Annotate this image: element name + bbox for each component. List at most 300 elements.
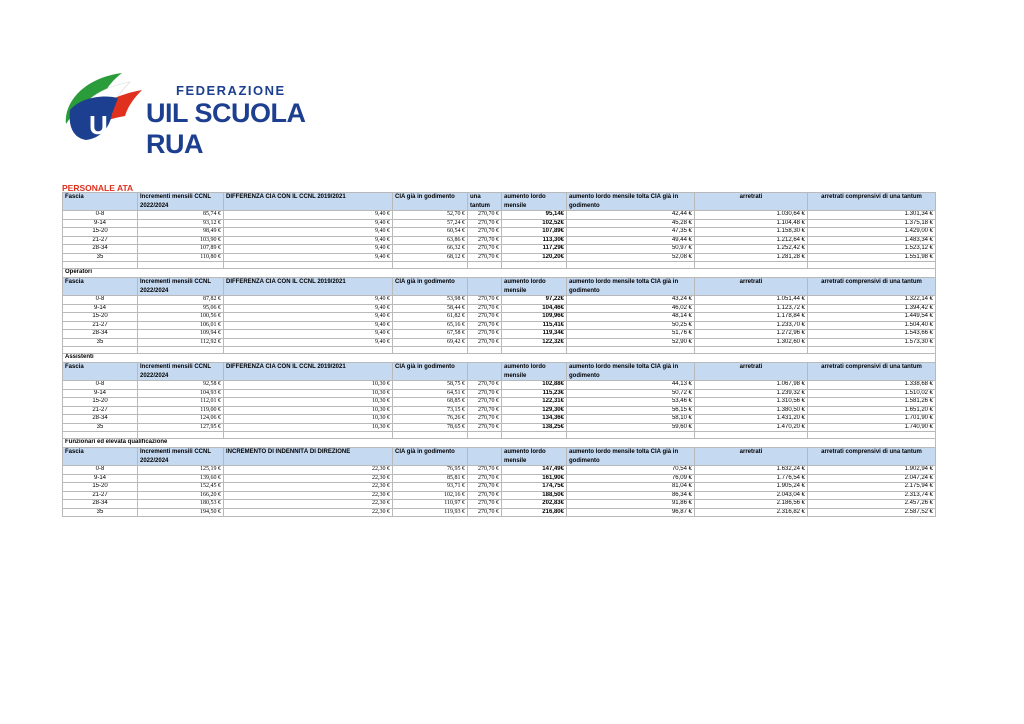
- aumento-cell: 122,31€: [502, 398, 567, 407]
- empty-cell: [224, 347, 393, 354]
- fascia-cell: 15-20: [63, 483, 138, 492]
- table-row: [63, 406, 936, 415]
- empty-cell: [567, 347, 695, 354]
- spacer-row: [63, 432, 936, 439]
- differenza-cell: 10,30 €: [224, 423, 393, 432]
- differenza-cell: 9,40 €: [224, 253, 393, 262]
- fascia-cell: 28-34: [63, 330, 138, 339]
- aumento-cell: 216,80€: [502, 508, 567, 517]
- empty-cell: [468, 262, 502, 269]
- header-arretrati-comprensivi: arretrati comprensivi di una tantum: [808, 363, 936, 381]
- arretrati-cell: 1.310,56 €: [695, 398, 808, 407]
- header-una-tantum: [468, 278, 502, 296]
- incremento-cell: 103,90 €: [138, 236, 224, 245]
- arretrati-comprensivi-cell: 1.483,34 €: [808, 236, 936, 245]
- table-row: [63, 500, 936, 509]
- fascia-cell: 28-34: [63, 415, 138, 424]
- aumento-tolta-cell: 96,87 €: [567, 508, 695, 517]
- arretrati-cell: 1.776,54 €: [695, 474, 808, 483]
- header-fascia: Fascia: [63, 278, 138, 296]
- una-tantum-cell: 270,70 €: [468, 245, 502, 254]
- differenza-cell: 10,30 €: [224, 406, 393, 415]
- arretrati-comprensivi-cell: 1.701,90 €: [808, 415, 936, 424]
- section-title-row: [63, 269, 936, 278]
- differenza-cell: 22,30 €: [224, 474, 393, 483]
- incremento-cell: 93,12 €: [138, 219, 224, 228]
- cia-cell: 61,82 €: [393, 313, 468, 322]
- empty-cell: [808, 347, 936, 354]
- fascia-cell: 21-27: [63, 491, 138, 500]
- una-tantum-cell: 270,70 €: [468, 381, 502, 390]
- arretrati-comprensivi-cell: 2.457,26 €: [808, 500, 936, 509]
- cia-cell: 102,16 €: [393, 491, 468, 500]
- aumento-tolta-cell: 49,44 €: [567, 236, 695, 245]
- uil-scuola-rua-logo: [62, 68, 322, 159]
- header-differenza: DIFFERENZA CIA CON IL CCNL 2019/2021: [224, 193, 393, 211]
- incremento-cell: 139,60 €: [138, 474, 224, 483]
- arretrati-cell: 1.067,98 €: [695, 381, 808, 390]
- cia-cell: 60,54 €: [393, 228, 468, 237]
- page-title: PERSONALE ATA: [62, 183, 134, 193]
- incremento-cell: 85,74 €: [138, 211, 224, 220]
- cia-cell: 73,15 €: [393, 406, 468, 415]
- arretrati-cell: 1.233,70 €: [695, 321, 808, 330]
- header-incrementi: Incrementi mensili CCNL 2022/2024: [138, 193, 224, 211]
- cia-cell: 53,98 €: [393, 296, 468, 305]
- aumento-tolta-cell: 52,08 €: [567, 253, 695, 262]
- cia-cell: 85,81 €: [393, 474, 468, 483]
- table-row: [63, 491, 936, 500]
- table-row: [63, 313, 936, 322]
- header-una-tantum: [468, 448, 502, 466]
- table-row: [63, 483, 936, 492]
- header-arretrati: arretrati: [695, 363, 808, 381]
- arretrati-comprensivi-cell: 1.301,34 €: [808, 211, 936, 220]
- arretrati-cell: 1.632,24 €: [695, 466, 808, 475]
- aumento-cell: 119,34€: [502, 330, 567, 339]
- cia-cell: 78,65 €: [393, 423, 468, 432]
- aumento-cell: 138,25€: [502, 423, 567, 432]
- differenza-cell: 10,30 €: [224, 415, 393, 424]
- table-row: [63, 330, 936, 339]
- arretrati-comprensivi-cell: 1.902,94 €: [808, 466, 936, 475]
- arretrati-comprensivi-cell: 1.394,42 €: [808, 304, 936, 313]
- arretrati-comprensivi-cell: 1.338,68 €: [808, 381, 936, 390]
- header-aumento-tolta: aumento lordo mensile tolta CIA già in godimento: [567, 363, 695, 381]
- incremento-cell: 194,50 €: [138, 508, 224, 517]
- arretrati-comprensivi-cell: 2.313,74 €: [808, 491, 936, 500]
- incremento-cell: 92,58 €: [138, 381, 224, 390]
- arretrati-comprensivi-cell: 1.573,30 €: [808, 338, 936, 347]
- empty-cell: [138, 262, 224, 269]
- table-header-row: [63, 363, 936, 381]
- table-header-row: [63, 278, 936, 296]
- cia-cell: 93,71 €: [393, 483, 468, 492]
- table-header-row: [63, 448, 936, 466]
- aumento-tolta-cell: 58,10 €: [567, 415, 695, 424]
- una-tantum-cell: 270,70 €: [468, 491, 502, 500]
- aumento-tolta-cell: 86,34 €: [567, 491, 695, 500]
- empty-cell: [695, 347, 808, 354]
- header-cia: CIA già in godimento: [393, 363, 468, 381]
- aumento-cell: 115,41€: [502, 321, 567, 330]
- differenza-cell: 9,40 €: [224, 228, 393, 237]
- header-cia: CIA già in godimento: [393, 448, 468, 466]
- header-cia: CIA già in godimento: [393, 193, 468, 211]
- aumento-tolta-cell: 52,90 €: [567, 338, 695, 347]
- aumento-tolta-cell: 53,46 €: [567, 398, 695, 407]
- table-row: [63, 321, 936, 330]
- aumento-cell: 174,75€: [502, 483, 567, 492]
- header-arretrati: arretrati: [695, 193, 808, 211]
- cia-cell: 76,95 €: [393, 466, 468, 475]
- differenza-cell: 9,40 €: [224, 236, 393, 245]
- una-tantum-cell: 270,70 €: [468, 466, 502, 475]
- aumento-tolta-cell: 91,86 €: [567, 500, 695, 509]
- arretrati-cell: 1.158,30 €: [695, 228, 808, 237]
- aumento-cell: 95,14€: [502, 211, 567, 220]
- arretrati-cell: 2.316,82 €: [695, 508, 808, 517]
- cia-cell: 66,32 €: [393, 245, 468, 254]
- header-arretrati-comprensivi: arretrati comprensivi di una tantum: [808, 193, 936, 211]
- differenza-cell: 22,30 €: [224, 508, 393, 517]
- fascia-cell: 15-20: [63, 228, 138, 237]
- differenza-cell: 9,40 €: [224, 321, 393, 330]
- differenza-cell: 9,40 €: [224, 338, 393, 347]
- header-fascia: Fascia: [63, 363, 138, 381]
- aumento-cell: 161,90€: [502, 474, 567, 483]
- fascia-cell: 28-34: [63, 500, 138, 509]
- fascia-cell: 28-34: [63, 245, 138, 254]
- header-differenza: DIFFERENZA CIA CON IL CCNL 2019/2021: [224, 278, 393, 296]
- incremento-cell: 109,94 €: [138, 330, 224, 339]
- header-incrementi: Incrementi mensili CCNL 2022/2024: [138, 363, 224, 381]
- aumento-tolta-cell: 59,60 €: [567, 423, 695, 432]
- table-row: [63, 423, 936, 432]
- incremento-cell: 112,01 €: [138, 398, 224, 407]
- aumento-cell: 129,30€: [502, 406, 567, 415]
- header-differenza: DIFFERENZA CIA CON IL CCNL 2019/2021: [224, 363, 393, 381]
- header-aumento: aumento lordo mensile: [502, 193, 567, 211]
- differenza-cell: 9,40 €: [224, 313, 393, 322]
- empty-cell: [567, 432, 695, 439]
- una-tantum-cell: 270,70 €: [468, 313, 502, 322]
- arretrati-comprensivi-cell: 2.047,24 €: [808, 474, 936, 483]
- table-row: [63, 245, 936, 254]
- header-arretrati-comprensivi: arretrati comprensivi di una tantum: [808, 278, 936, 296]
- empty-cell: [224, 262, 393, 269]
- una-tantum-cell: 270,70 €: [468, 500, 502, 509]
- header-differenza: INCREMENTO DI INDENNITÀ DI DIREZIONE: [224, 448, 393, 466]
- fascia-cell: 9-14: [63, 219, 138, 228]
- table-row: [63, 236, 936, 245]
- aumento-tolta-cell: 48,14 €: [567, 313, 695, 322]
- arretrati-comprensivi-cell: 1.740,90 €: [808, 423, 936, 432]
- table-row: [63, 398, 936, 407]
- una-tantum-cell: 270,70 €: [468, 211, 502, 220]
- cia-cell: 68,12 €: [393, 253, 468, 262]
- table-header-row: [63, 193, 936, 211]
- table-row: [63, 211, 936, 220]
- fascia-cell: 0-8: [63, 381, 138, 390]
- una-tantum-cell: 270,70 €: [468, 398, 502, 407]
- arretrati-comprensivi-cell: 1.551,98 €: [808, 253, 936, 262]
- table-row: [63, 296, 936, 305]
- aumento-tolta-cell: 50,25 €: [567, 321, 695, 330]
- aumento-cell: 102,88€: [502, 381, 567, 390]
- table-row: [63, 338, 936, 347]
- arretrati-cell: 1.470,20 €: [695, 423, 808, 432]
- una-tantum-cell: 270,70 €: [468, 423, 502, 432]
- header-aumento-tolta: aumento lordo mensile tolta CIA già in godimento: [567, 448, 695, 466]
- aumento-cell: 122,32€: [502, 338, 567, 347]
- arretrati-comprensivi-cell: 1.510,02 €: [808, 389, 936, 398]
- differenza-cell: 22,30 €: [224, 483, 393, 492]
- aumento-tolta-cell: 43,24 €: [567, 296, 695, 305]
- una-tantum-cell: 270,70 €: [468, 474, 502, 483]
- differenza-cell: 10,30 €: [224, 398, 393, 407]
- logo-name-text: UIL SCUOLA RUA: [146, 98, 305, 159]
- logo-federazione-text: FEDERAZIONE: [176, 83, 286, 98]
- differenza-cell: 10,30 €: [224, 389, 393, 398]
- table-row: [63, 415, 936, 424]
- una-tantum-cell: 270,70 €: [468, 321, 502, 330]
- arretrati-cell: 2.186,56 €: [695, 500, 808, 509]
- aumento-cell: 113,30€: [502, 236, 567, 245]
- fascia-cell: 35: [63, 253, 138, 262]
- empty-cell: [393, 262, 468, 269]
- header-fascia: Fascia: [63, 448, 138, 466]
- aumento-cell: 147,49€: [502, 466, 567, 475]
- arretrati-comprensivi-cell: 1.429,00 €: [808, 228, 936, 237]
- arretrati-cell: 1.380,50 €: [695, 406, 808, 415]
- una-tantum-cell: 270,70 €: [468, 253, 502, 262]
- aumento-tolta-cell: 44,13 €: [567, 381, 695, 390]
- una-tantum-cell: 270,70 €: [468, 228, 502, 237]
- cia-cell: 57,24 €: [393, 219, 468, 228]
- aumento-tolta-cell: 46,02 €: [567, 304, 695, 313]
- fascia-cell: 21-27: [63, 236, 138, 245]
- section-title-row: [63, 354, 936, 363]
- incremento-cell: 106,01 €: [138, 321, 224, 330]
- table-row: [63, 466, 936, 475]
- incremento-cell: 124,06 €: [138, 415, 224, 424]
- empty-cell: [502, 262, 567, 269]
- aumento-cell: 107,89€: [502, 228, 567, 237]
- arretrati-cell: 1.281,28 €: [695, 253, 808, 262]
- header-fascia: Fascia: [63, 193, 138, 211]
- arretrati-comprensivi-cell: 1.449,54 €: [808, 313, 936, 322]
- differenza-cell: 22,30 €: [224, 466, 393, 475]
- differenza-cell: 9,40 €: [224, 211, 393, 220]
- cia-cell: 119,93 €: [393, 508, 468, 517]
- incremento-cell: 127,95 €: [138, 423, 224, 432]
- arretrati-comprensivi-cell: 1.523,12 €: [808, 245, 936, 254]
- arretrati-cell: 1.905,24 €: [695, 483, 808, 492]
- aumento-tolta-cell: 42,44 €: [567, 211, 695, 220]
- empty-cell: [567, 262, 695, 269]
- table-row: [63, 228, 936, 237]
- empty-cell: [502, 432, 567, 439]
- aumento-cell: 117,29€: [502, 245, 567, 254]
- svg-text:U: U: [89, 110, 108, 140]
- aumento-tolta-cell: 76,09 €: [567, 474, 695, 483]
- section-title: Funzionari ed elevata qualificazione: [63, 439, 936, 448]
- arretrati-comprensivi-cell: 1.504,40 €: [808, 321, 936, 330]
- arretrati-comprensivi-cell: 1.543,66 €: [808, 330, 936, 339]
- differenza-cell: 9,40 €: [224, 330, 393, 339]
- section-title: Assistenti: [63, 354, 936, 363]
- arretrati-cell: 1.431,20 €: [695, 415, 808, 424]
- header-aumento: aumento lordo mensile: [502, 278, 567, 296]
- una-tantum-cell: 270,70 €: [468, 415, 502, 424]
- aumento-tolta-cell: 81,04 €: [567, 483, 695, 492]
- header-aumento-tolta: aumento lordo mensile tolta CIA già in godimento: [567, 278, 695, 296]
- header-una-tantum: [468, 363, 502, 381]
- incremento-cell: 110,80 €: [138, 253, 224, 262]
- fascia-cell: 0-8: [63, 466, 138, 475]
- arretrati-cell: 1.272,96 €: [695, 330, 808, 339]
- cia-cell: 67,58 €: [393, 330, 468, 339]
- aumento-tolta-cell: 70,54 €: [567, 466, 695, 475]
- fascia-cell: 0-8: [63, 211, 138, 220]
- una-tantum-cell: 270,70 €: [468, 296, 502, 305]
- arretrati-comprensivi-cell: 1.651,20 €: [808, 406, 936, 415]
- fascia-cell: 9-14: [63, 304, 138, 313]
- arretrati-comprensivi-cell: 1.375,18 €: [808, 219, 936, 228]
- header-aumento: aumento lordo mensile: [502, 363, 567, 381]
- incremento-cell: 98,49 €: [138, 228, 224, 237]
- arretrati-comprensivi-cell: 1.581,26 €: [808, 398, 936, 407]
- fascia-cell: 35: [63, 508, 138, 517]
- empty-cell: [393, 432, 468, 439]
- empty-cell: [224, 432, 393, 439]
- arretrati-cell: 1.030,64 €: [695, 211, 808, 220]
- arretrati-cell: 1.239,32 €: [695, 389, 808, 398]
- una-tantum-cell: 270,70 €: [468, 330, 502, 339]
- arretrati-cell: 1.212,64 €: [695, 236, 808, 245]
- salary-table: [62, 192, 936, 517]
- empty-cell: [393, 347, 468, 354]
- header-una-tantum: una tantum: [468, 193, 502, 211]
- cia-cell: 52,70 €: [393, 211, 468, 220]
- incremento-cell: 100,56 €: [138, 313, 224, 322]
- aumento-tolta-cell: 50,72 €: [567, 389, 695, 398]
- differenza-cell: 9,40 €: [224, 219, 393, 228]
- empty-cell: [63, 432, 138, 439]
- differenza-cell: 22,30 €: [224, 491, 393, 500]
- cia-cell: 69,42 €: [393, 338, 468, 347]
- empty-cell: [63, 347, 138, 354]
- incremento-cell: 87,82 €: [138, 296, 224, 305]
- arretrati-cell: 1.178,84 €: [695, 313, 808, 322]
- empty-cell: [63, 262, 138, 269]
- empty-cell: [138, 347, 224, 354]
- fascia-cell: 9-14: [63, 389, 138, 398]
- table-row: [63, 474, 936, 483]
- cia-cell: 76,26 €: [393, 415, 468, 424]
- header-incrementi: Incrementi mensili CCNL 2022/2024: [138, 448, 224, 466]
- aumento-cell: 120,20€: [502, 253, 567, 262]
- aumento-cell: 134,36€: [502, 415, 567, 424]
- empty-cell: [468, 347, 502, 354]
- header-incrementi: Incrementi mensili CCNL 2022/2024: [138, 278, 224, 296]
- cia-cell: 63,86 €: [393, 236, 468, 245]
- cia-cell: 64,51 €: [393, 389, 468, 398]
- logo-emblem-icon: [62, 68, 146, 148]
- aumento-tolta-cell: 47,35 €: [567, 228, 695, 237]
- una-tantum-cell: 270,70 €: [468, 219, 502, 228]
- differenza-cell: 22,30 €: [224, 500, 393, 509]
- arretrati-cell: 1.104,48 €: [695, 219, 808, 228]
- arretrati-cell: 1.051,44 €: [695, 296, 808, 305]
- cia-cell: 65,16 €: [393, 321, 468, 330]
- header-arretrati: arretrati: [695, 448, 808, 466]
- arretrati-cell: 1.302,60 €: [695, 338, 808, 347]
- empty-cell: [502, 347, 567, 354]
- arretrati-comprensivi-cell: 2.175,94 €: [808, 483, 936, 492]
- table-row: [63, 304, 936, 313]
- incremento-cell: 119,00 €: [138, 406, 224, 415]
- spacer-row: [63, 347, 936, 354]
- table-row: [63, 253, 936, 262]
- fascia-cell: 35: [63, 423, 138, 432]
- header-aumento: aumento lordo mensile: [502, 448, 567, 466]
- incremento-cell: 152,45 €: [138, 483, 224, 492]
- differenza-cell: 9,40 €: [224, 304, 393, 313]
- una-tantum-cell: 270,70 €: [468, 483, 502, 492]
- arretrati-cell: 1.252,42 €: [695, 245, 808, 254]
- arretrati-comprensivi-cell: 1.322,14 €: [808, 296, 936, 305]
- table-row: [63, 219, 936, 228]
- table-row: [63, 389, 936, 398]
- incremento-cell: 180,53 €: [138, 500, 224, 509]
- una-tantum-cell: 270,70 €: [468, 406, 502, 415]
- cia-cell: 58,75 €: [393, 381, 468, 390]
- arretrati-comprensivi-cell: 2.587,52 €: [808, 508, 936, 517]
- una-tantum-cell: 270,70 €: [468, 389, 502, 398]
- aumento-cell: 97,22€: [502, 296, 567, 305]
- header-arretrati: arretrati: [695, 278, 808, 296]
- aumento-cell: 104,46€: [502, 304, 567, 313]
- differenza-cell: 9,40 €: [224, 245, 393, 254]
- fascia-cell: 9-14: [63, 474, 138, 483]
- empty-cell: [468, 432, 502, 439]
- empty-cell: [695, 432, 808, 439]
- table-row: [63, 508, 936, 517]
- header-aumento-tolta: aumento lordo mensile tolta CIA già in godimento: [567, 193, 695, 211]
- una-tantum-cell: 270,70 €: [468, 236, 502, 245]
- table-row: [63, 381, 936, 390]
- header-cia: CIA già in godimento: [393, 278, 468, 296]
- una-tantum-cell: 270,70 €: [468, 338, 502, 347]
- aumento-tolta-cell: 50,97 €: [567, 245, 695, 254]
- fascia-cell: 15-20: [63, 313, 138, 322]
- una-tantum-cell: 270,70 €: [468, 304, 502, 313]
- arretrati-cell: 1.123,72 €: [695, 304, 808, 313]
- fascia-cell: 35: [63, 338, 138, 347]
- aumento-tolta-cell: 51,76 €: [567, 330, 695, 339]
- una-tantum-cell: 270,70 €: [468, 508, 502, 517]
- fascia-cell: 15-20: [63, 398, 138, 407]
- section-title: Operatori: [63, 269, 936, 278]
- incremento-cell: 112,92 €: [138, 338, 224, 347]
- spacer-row: [63, 262, 936, 269]
- empty-cell: [695, 262, 808, 269]
- incremento-cell: 125,19 €: [138, 466, 224, 475]
- differenza-cell: 9,40 €: [224, 296, 393, 305]
- aumento-cell: 202,83€: [502, 500, 567, 509]
